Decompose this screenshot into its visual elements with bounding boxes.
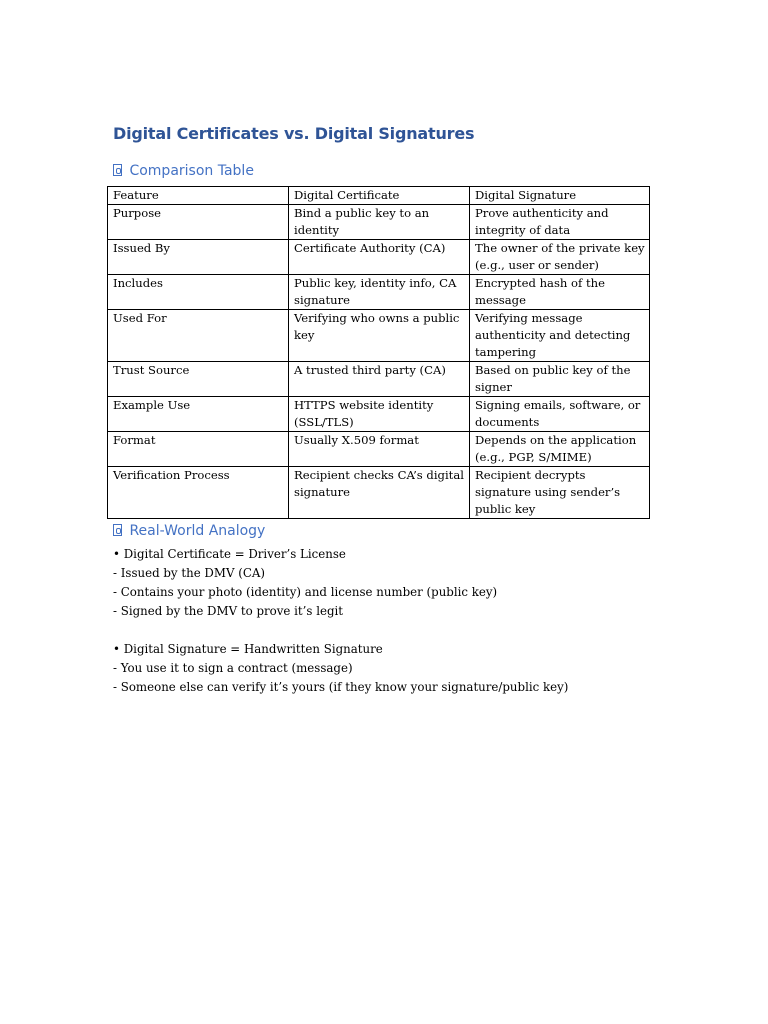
missing-glyph-icon: [113, 164, 122, 176]
table-row: [108, 362, 650, 397]
table-cell: Based on public key of the signer: [470, 362, 650, 397]
table-cell: Recipient checks CA’s digital signature: [289, 467, 470, 519]
list-item: • Digital Signature = Handwritten Signature: [113, 642, 383, 656]
list-item: - Someone else can verify it’s yours (if they know your signature/public key): [113, 680, 569, 694]
analogy-heading-label: Real-World Analogy: [129, 523, 266, 539]
table-cell: Purpose: [108, 205, 289, 240]
table-cell: Trust Source: [108, 362, 289, 397]
analogy-list: [113, 545, 568, 697]
table-cell: Encrypted hash of the message: [470, 275, 650, 310]
missing-glyph-icon: [113, 524, 122, 536]
table-cell: Example Use: [108, 397, 289, 432]
table-cell: Format: [108, 432, 289, 467]
table-cell: Recipient decrypts signature using sender’s public key: [470, 467, 650, 519]
list-item: - Contains your photo (identity) and license number (public key): [113, 585, 498, 599]
table-row: [108, 467, 650, 519]
analogy-heading: [113, 523, 265, 539]
table-header-row: [108, 187, 650, 205]
table-cell: HTTPS website identity (SSL/TLS): [289, 397, 470, 432]
document-title: Digital Certificates vs. Digital Signatures: [113, 124, 475, 143]
table-row: [108, 397, 650, 432]
table-cell: Bind a public key to an identity: [289, 205, 470, 240]
blank-line: [113, 621, 568, 640]
table-row: [108, 275, 650, 310]
table-row: [108, 205, 650, 240]
table-row: [108, 240, 650, 275]
list-item: - Issued by the DMV (CA): [113, 566, 265, 580]
table-header-cell: Feature: [108, 187, 289, 205]
table-cell: Depends on the application (e.g., PGP, S/MIME): [470, 432, 650, 467]
table-cell: Public key, identity info, CA signature: [289, 275, 470, 310]
table-row: [108, 432, 650, 467]
table-cell: Signing emails, software, or documents: [470, 397, 650, 432]
list-item: - Signed by the DMV to prove it’s legit: [113, 604, 344, 618]
table-cell: Usually X.509 format: [289, 432, 470, 467]
table-cell: Used For: [108, 310, 289, 362]
table-cell: Issued By: [108, 240, 289, 275]
comparison-table: [107, 186, 650, 519]
table-row: [108, 310, 650, 362]
table-cell: Verifying who owns a public key: [289, 310, 470, 362]
table-cell: Verification Process: [108, 467, 289, 519]
table-cell: Verifying message authenticity and detecting tampering: [470, 310, 650, 362]
list-item: - You use it to sign a contract (message): [113, 661, 353, 675]
table-cell: Prove authenticity and integrity of data: [470, 205, 650, 240]
table-cell: A trusted third party (CA): [289, 362, 470, 397]
table-header-cell: Digital Signature: [470, 187, 650, 205]
comparison-heading-label: Comparison Table: [129, 163, 254, 179]
table-cell: Includes: [108, 275, 289, 310]
table-header-cell: Digital Certificate: [289, 187, 470, 205]
table-cell: Certificate Authority (CA): [289, 240, 470, 275]
table-cell: The owner of the private key (e.g., user or sender): [470, 240, 650, 275]
list-item: • Digital Certificate = Driver’s License: [113, 547, 346, 561]
comparison-table-heading: [113, 163, 254, 179]
